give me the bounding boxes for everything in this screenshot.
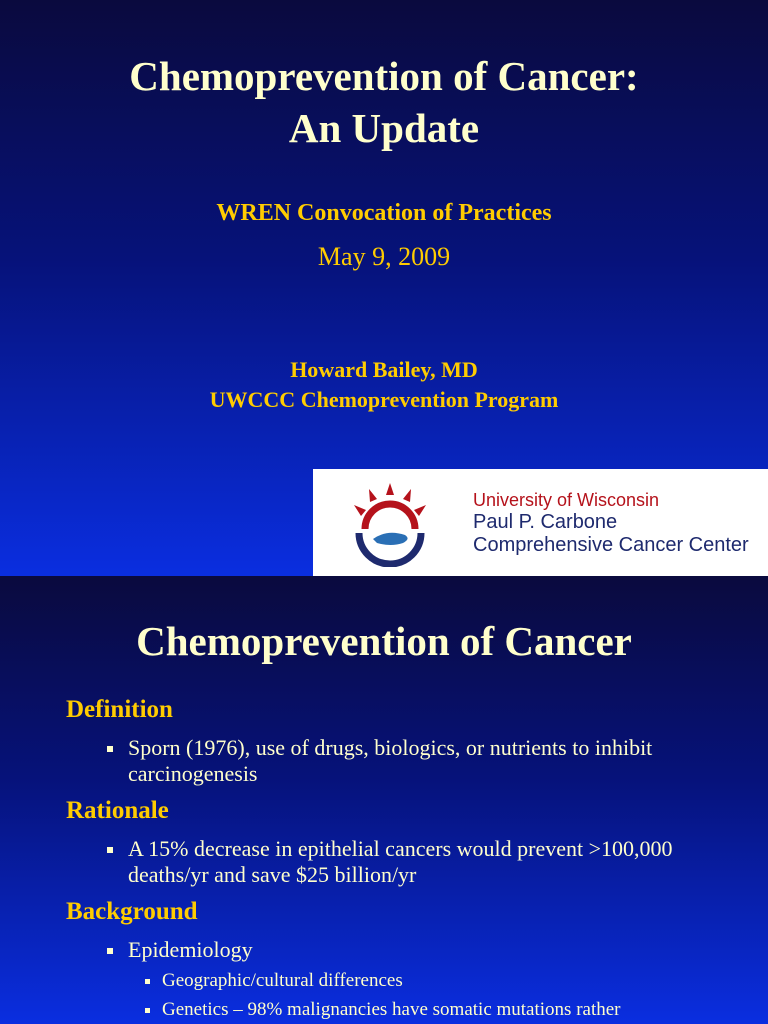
cancer-center-emblem-icon [347,481,433,567]
heading-background: Background [66,898,198,925]
heading-rationale: Rationale [66,797,169,824]
content-slide [0,576,768,1024]
bullet-rationale: A 15% decrease in epithelial cancers would prevent >100,000 deaths/yr and save $25 billion/yr [128,836,728,888]
subbullet-genetics: Genetics – 98% malignancies have somatic mutations rather [162,999,722,1021]
logo-carbone: Paul P. Carbone [473,511,618,533]
subbullet-geographic: Geographic/cultural differences [162,970,722,992]
slide-title: Chemoprevention of Cancer [136,618,632,664]
program-name: UWCCC Chemoprevention Program [209,387,559,412]
bullet-definition: Sporn (1976), use of drugs, biologics, or nutrients to inhibit carcinogenesis [128,735,728,787]
author-name: Howard Bailey, MD [290,357,478,382]
heading-definition: Definition [66,696,173,723]
slide-title-line1: Chemoprevention of Cancer: [129,53,639,99]
event-date: May 9, 2009 [317,242,451,271]
logo-university: University of Wisconsin [473,490,660,510]
uwccc-logo [313,469,768,576]
slide-title-line2: An Update [288,105,480,151]
logo-comprehensive: Comprehensive Cancer Center [473,534,749,556]
event-name: WREN Convocation of Practices [216,200,552,226]
bullet-epidemiology: Epidemiology [128,937,728,963]
